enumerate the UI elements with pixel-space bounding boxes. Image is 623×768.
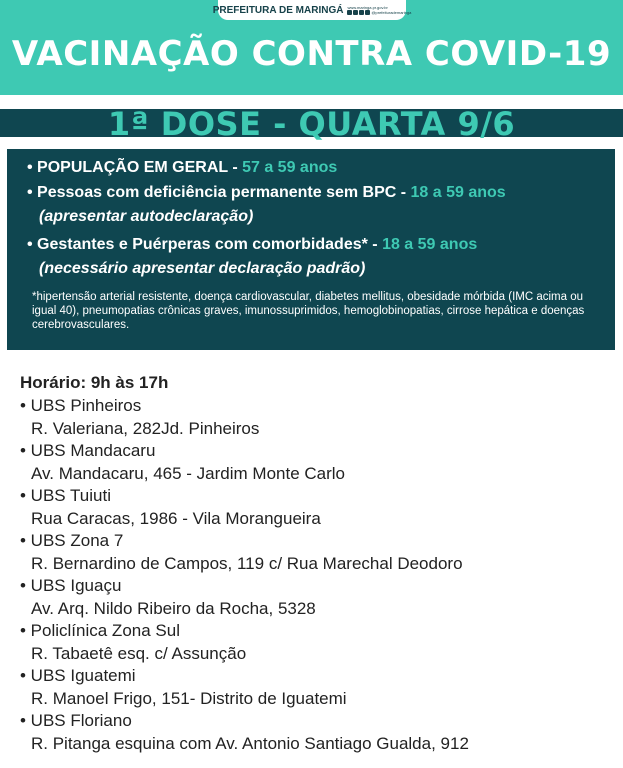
list-item [20,575,469,620]
list-item [20,530,469,575]
org-site: www.maringa.pr.gov.br [347,5,388,10]
page-title: VACINAÇÃO CONTRA COVID-19 [11,34,612,74]
dose-title: 1ª DOSE - QUARTA 9/6 [107,105,516,143]
youtube-icon [365,10,370,15]
twitter-icon [359,10,364,15]
list-item [20,620,469,665]
location-name: • UBS Iguaçu [20,576,122,595]
group-general: • POPULAÇÃO EM GERAL - 57 a 59 anos [27,159,338,176]
org-name: PREFEITURA DE MARINGÁ [212,4,344,16]
org-tab [212,0,412,20]
location-address: R. Tabaetê esq. c/ Assunção [31,643,247,663]
location-name: • UBS Mandacaru [20,441,156,460]
location-address: R. Bernardino de Campos, 119 c/ Rua Marechal Deodoro [31,553,463,573]
location-name: • UBS Pinheiros [20,396,142,415]
location-name: • UBS Tuiuti [20,486,111,505]
location-name: • UBS Floriano [20,711,132,730]
instagram-icon [353,10,358,15]
age-range: 18 a 59 anos [382,236,478,253]
schedule-heading: Horário: 9h às 17h [20,373,169,392]
list-item [20,395,469,440]
list-item [20,710,469,755]
location-address: R. Pitanga esquina com Av. Antonio Santiago Gualda, 912 [31,733,469,753]
age-range: 57 a 59 anos [242,159,338,176]
list-item [20,485,469,530]
org-handle: @prefeiturademaringa [371,10,412,15]
location-name: • UBS Iguatemi [20,666,136,685]
location-list [20,395,469,755]
location-address: Av. Mandacaru, 465 - Jardim Monte Carlo [31,463,346,483]
age-range: 18 a 59 anos [410,184,506,201]
list-item [20,440,469,485]
org-contact [347,5,411,15]
location-name: • UBS Zona 7 [20,531,124,550]
group-disability: • Pessoas com deficiência permanente sem BPC - 18 a 59 anos [27,184,506,201]
location-address: R. Valeriana, 282Jd. Pinheiros [31,418,260,438]
group-pregnant-note: (necessário apresentar declaração padrão) [39,260,366,277]
social-row [347,10,411,15]
group-disability-note: (apresentar autodeclaração) [39,208,254,225]
location-address: Av. Arq. Nildo Ribeiro da Rocha, 5328 [31,598,316,618]
location-address: R. Manoel Frigo, 151- Distrito de Iguatemi [31,688,347,708]
location-address: Rua Caracas, 1986 - Vila Morangueira [31,508,321,528]
eligibility-box [7,149,615,350]
comorbidity-footnote: *hipertensão arterial resistente, doença cardiovascular, diabetes mellitus, obesidade mórbida (IMC acima ou igual 40), pneumopatias crônicas graves, imunossuprimidos, hemoglobinopatias, cirrose hepática e doenças cerebrovasculares. [32,291,585,331]
list-item [20,665,469,710]
facebook-icon [347,10,352,15]
group-pregnant: • Gestantes e Puérperas com comorbidades* - 18 a 59 anos [27,236,478,253]
location-name: • Policlínica Zona Sul [20,621,180,640]
